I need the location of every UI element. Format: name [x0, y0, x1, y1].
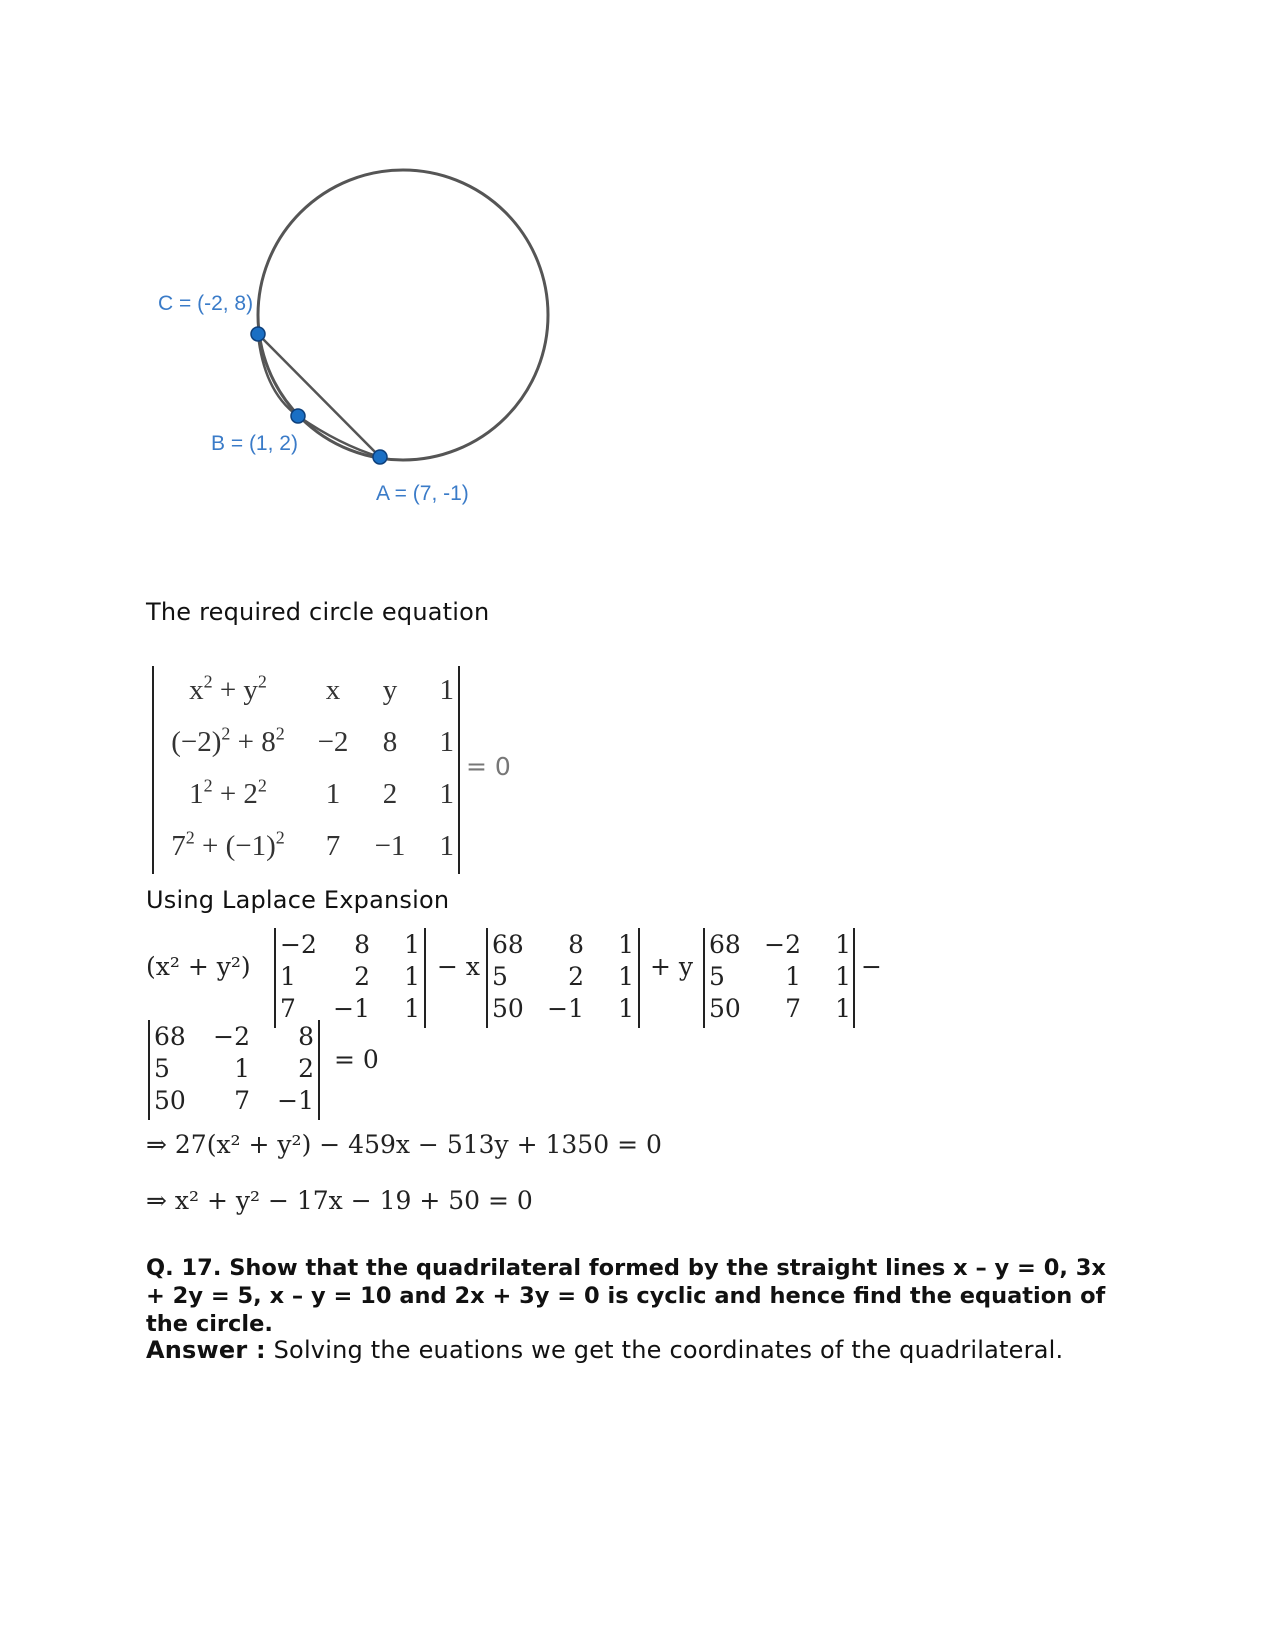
m4-cell-r3-c1: 50	[154, 1086, 186, 1115]
arc-cb	[258, 334, 298, 416]
m3-cell-r2-c2: 1	[785, 962, 801, 991]
m2-cell-r2-c2: 2	[568, 962, 584, 991]
point-c	[251, 327, 265, 341]
result-line-2: ⇒ x² + y² − 17x − 19 + 50 = 0	[146, 1186, 533, 1215]
determinant-4x4	[152, 666, 460, 874]
m1-cell-r1-c2: 8	[354, 930, 370, 959]
matrix-3	[703, 928, 855, 1028]
m2-cell-r1-c3: 1	[618, 930, 634, 959]
m3-cell-r1-c3: 1	[835, 930, 851, 959]
det4-cell-r3-c1: $1^2 + 2^2$	[189, 775, 267, 810]
det4-cell-r2-c1: $(-2)^2 + 8^2$	[171, 723, 285, 758]
laplace-label: Using Laplace Expansion	[146, 886, 450, 914]
result-line-1: ⇒ 27(x² + y²) − 459x − 513y + 1350 = 0	[146, 1130, 662, 1159]
intro-text: The required circle equation	[146, 598, 490, 626]
label-point-b: B = (1, 2)	[211, 432, 298, 455]
det4-cell-r1-c1: $x^2 + y^2$	[189, 671, 267, 706]
m2-cell-r3-c2: −1	[547, 994, 584, 1023]
m4-cell-r2-c3: 2	[298, 1054, 314, 1083]
answer-line	[146, 1336, 1063, 1364]
det4-cell-r4-c4: 1	[439, 830, 454, 862]
det4-cell-r1-c4: 1	[439, 674, 454, 706]
label-point-c: C = (-2, 8)	[158, 292, 254, 315]
m4-cell-r1-c3: 8	[298, 1022, 314, 1051]
m1-cell-r2-c3: 1	[404, 962, 420, 991]
answer-text: Solving the euations we get the coordinates of the quadrilateral.	[265, 1336, 1064, 1364]
point-a	[373, 450, 387, 464]
det4-cell-r3-c4: 1	[439, 778, 454, 810]
m4-cell-r1-c1: 68	[154, 1022, 186, 1051]
term1-prefix: (x² + y²)	[146, 952, 251, 981]
det4-cell-r2-c3: 8	[382, 726, 398, 758]
det4-cell-r2-c4: 1	[439, 726, 454, 758]
m1-cell-r3-c3: 1	[404, 994, 420, 1023]
m2-cell-r2-c1: 5	[492, 962, 508, 991]
m4-cell-r3-c3: −1	[277, 1086, 314, 1115]
det4-equals: = 0	[466, 752, 511, 781]
term2-prefix: − x	[437, 952, 480, 981]
m3-cell-r1-c2: −2	[764, 930, 801, 959]
m1-cell-r1-c3: 1	[404, 930, 420, 959]
m3-cell-r2-c1: 5	[709, 962, 725, 991]
matrix-1	[274, 928, 426, 1028]
matrix-4	[148, 1020, 320, 1120]
det4-cell-r1-c3: y	[382, 674, 398, 706]
point-b	[291, 409, 305, 423]
m1-cell-r2-c1: 1	[280, 962, 296, 991]
m3-cell-r3-c1: 50	[709, 994, 741, 1023]
m4-cell-r1-c2: −2	[213, 1022, 250, 1051]
m1-cell-r3-c2: −1	[333, 994, 370, 1023]
circle-figure	[140, 160, 580, 530]
m4-cell-r2-c1: 5	[154, 1054, 170, 1083]
m2-cell-r1-c2: 8	[568, 930, 584, 959]
m1-cell-r1-c1: −2	[280, 930, 317, 959]
label-point-a: A = (7, -1)	[376, 482, 469, 505]
m2-cell-r3-c3: 1	[618, 994, 634, 1023]
matrix-2	[486, 928, 640, 1028]
det4-cell-r3-c3: 2	[382, 778, 398, 810]
m1-cell-r2-c2: 2	[354, 962, 370, 991]
trailing-minus: −	[861, 952, 882, 981]
det4-cell-r2-c2: −2	[317, 726, 349, 758]
det4-cell-r1-c2: x	[325, 674, 341, 706]
m3-cell-r3-c2: 7	[785, 994, 801, 1023]
term3-prefix: + y	[650, 952, 694, 981]
m4-cell-r3-c2: 7	[234, 1086, 250, 1115]
det4-cell-r4-c3: −1	[374, 830, 406, 862]
answer-label: Answer :	[146, 1336, 266, 1364]
m1-cell-r3-c1: 7	[280, 994, 296, 1023]
det4-cell-r4-c1: $7^2 + (-1)^2$	[171, 827, 285, 862]
arc-ba	[298, 416, 380, 457]
m3-cell-r2-c3: 1	[835, 962, 851, 991]
expansion-equals: = 0	[334, 1045, 379, 1074]
m3-cell-r3-c3: 1	[835, 994, 851, 1023]
det4-cell-r4-c2: 7	[325, 830, 341, 862]
question-17: Q. 17. Show that the quadrilateral formed by the straight lines x – y = 0, 3x + 2y = 5, x – y = 10 and 2x + 3y = 0 is cyclic and hence find the equation of the circle.	[146, 1255, 1106, 1337]
det4-cell-r3-c2: 1	[325, 778, 341, 810]
m4-cell-r2-c2: 1	[234, 1054, 250, 1083]
m2-cell-r3-c1: 50	[492, 994, 524, 1023]
m2-cell-r2-c3: 1	[618, 962, 634, 991]
m3-cell-r1-c1: 68	[709, 930, 741, 959]
m2-cell-r1-c1: 68	[492, 930, 524, 959]
